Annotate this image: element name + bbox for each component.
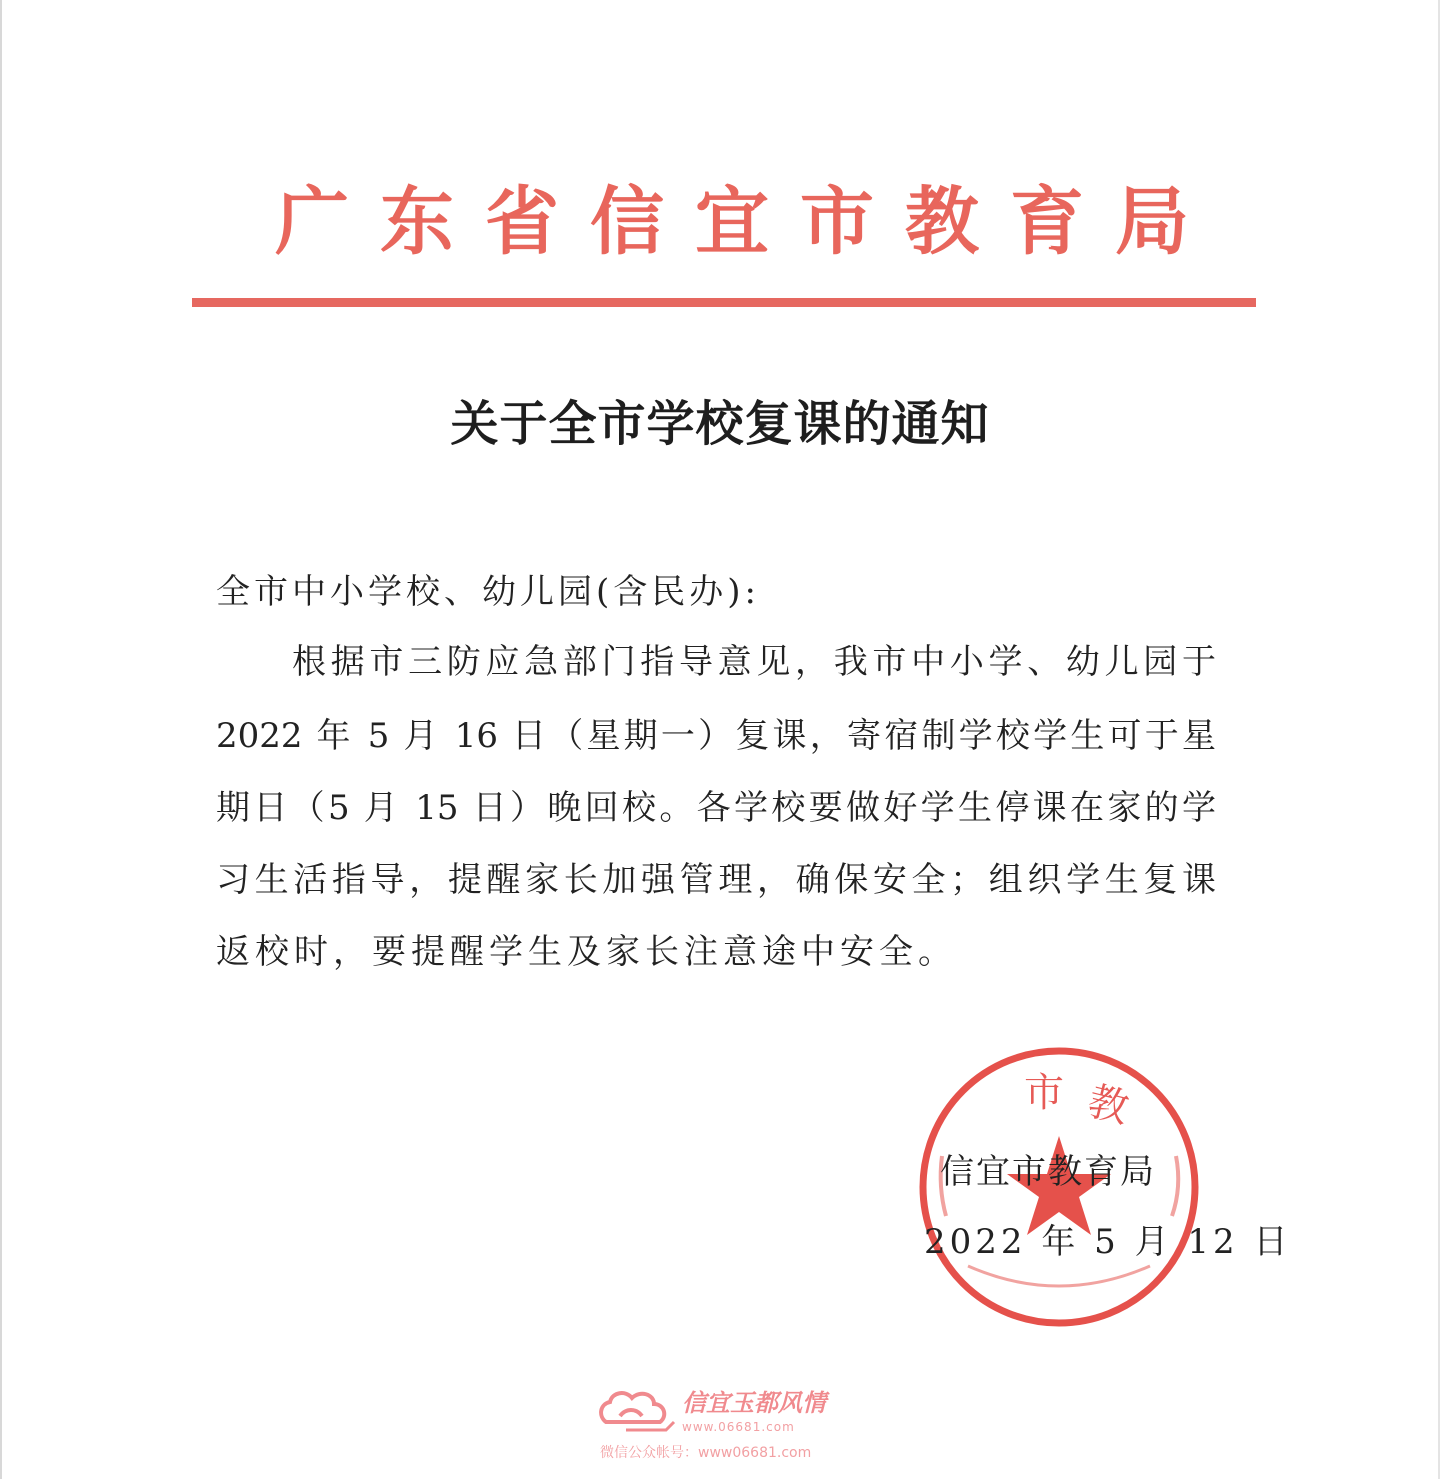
watermark (596, 1386, 856, 1466)
svg-text:教: 教 (1083, 1078, 1134, 1133)
signer-name: 信宜市教育局 (940, 1152, 1156, 1192)
svg-text:市: 市 (1024, 1070, 1064, 1116)
document-title: 关于全市学校复课的通知 (450, 396, 990, 452)
salutation: 全市中小学校、幼儿园(含民办): (216, 572, 760, 612)
body-line: 2022 年 5 月 16 日（星期一）复课，寄宿制学校学生可于星 (216, 716, 1216, 756)
signature-date: 2022 年 5 月 12 日 (924, 1222, 1292, 1262)
body-line: 习生活指导，提醒家长加强管理，确保安全；组织学生复课 (216, 860, 1216, 900)
watermark-brand: 信宜玉都风情 (682, 1389, 826, 1417)
letterhead-issuer: 广东省信宜市教育局 (275, 179, 1220, 265)
watermark-url: www.06681.com (682, 1420, 795, 1434)
watermark-account: 微信公众帐号：www06681.com (600, 1445, 812, 1461)
watermark-logo-icon (596, 1386, 680, 1438)
body-line: 根据市三防应急部门指导意见，我市中小学、幼儿园于 (292, 642, 1216, 682)
body-line: 期日（5 月 15 日）晚回校。各学校要做好学生停课在家的学 (216, 788, 1216, 828)
body-line: 返校时，要提醒学生及家长注意途中安全。 (216, 932, 957, 972)
letterhead-red-rule (192, 298, 1256, 307)
